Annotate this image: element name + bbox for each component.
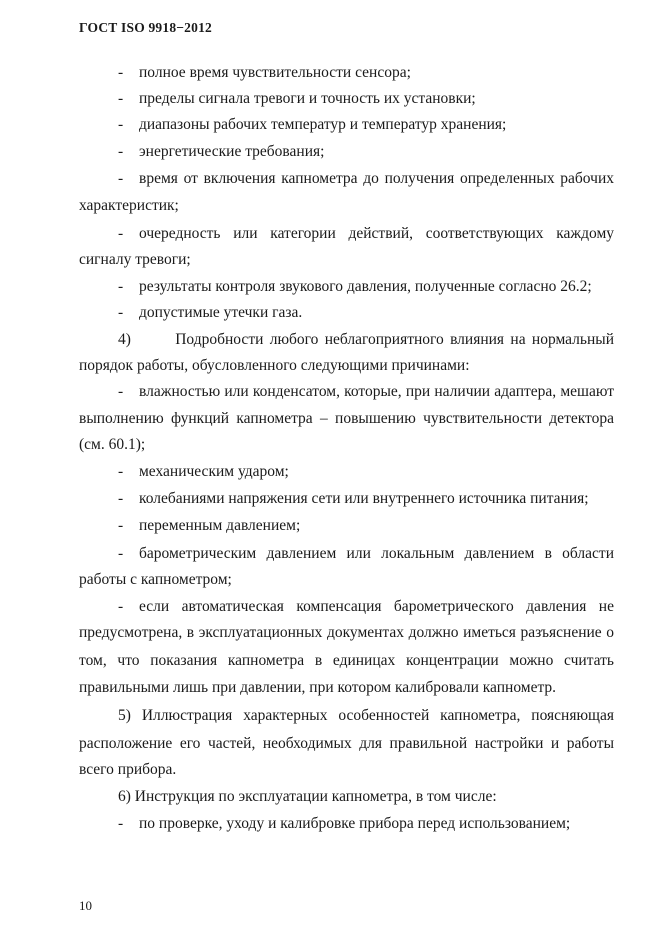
paragraph-line: 4) Подробности любого неблагоприятного влияния на нормальный [118, 331, 614, 348]
text-line: сигналу тревоги; [79, 251, 191, 268]
text-line: том, что показания капнометра в единицах концентрации можно считать [79, 652, 614, 669]
list-item: - допустимые утечки газа. [118, 304, 303, 321]
list-item: - результаты контроля звукового давления, полученные согласно 26.2; [118, 278, 592, 295]
list-item: - пределы сигнала тревоги и точность их установки; [118, 90, 476, 107]
list-item: - механическим ударом; [118, 463, 289, 480]
list-item: - барометрическим давлением или локальным давлением в области [118, 545, 614, 562]
document-header: ГОСТ ISO 9918−2012 [79, 20, 212, 35]
paragraph-line: 5) Иллюстрация характерных особенностей капнометра, поясняющая [118, 707, 614, 724]
list-item: - энергетические требования; [118, 143, 325, 160]
list-item: - переменным давлением; [118, 517, 301, 534]
list-item: - колебаниями напряжения сети или внутреннего источника питания; [118, 490, 589, 507]
list-item: - очередность или категории действий, соответствующих каждому [118, 225, 614, 242]
text-line: всего прибора. [79, 761, 177, 778]
text-line: работы с капнометром; [79, 571, 232, 588]
paragraph-line: 6) Инструкция по эксплуатации капнометра, в том числе: [118, 788, 497, 805]
list-item: - время от включения капнометра до получения определенных рабочих [118, 170, 614, 187]
text-line: (см. 60.1); [79, 436, 146, 453]
text-line: порядок работы, обусловленного следующими причинами: [79, 357, 470, 374]
list-item: - полное время чувствительности сенсора; [118, 64, 411, 81]
list-item: - влажностью или конденсатом, которые, при наличии адаптера, мешают [118, 383, 614, 400]
list-item: - диапазоны рабочих температур и температур хранения; [118, 116, 507, 133]
list-item: - по проверке, уходу и калибровке прибора перед использованием; [118, 815, 571, 832]
text-line: правильными лишь при давлении, при котором калибровали капнометр. [79, 679, 557, 696]
page-number: 10 [79, 898, 92, 913]
text-line: характеристик; [79, 197, 179, 214]
text-line: расположение его частей, необходимых для правильной настройки и работы [79, 735, 614, 752]
list-item: - если автоматическая компенсация барометрического давления не [118, 598, 614, 615]
text-line: выполнению функций капнометра – повышению чувствительности детектора [79, 410, 614, 427]
text-line: предусмотрена, в эксплуатационных документах должно иметься разъяснение о [79, 624, 614, 641]
